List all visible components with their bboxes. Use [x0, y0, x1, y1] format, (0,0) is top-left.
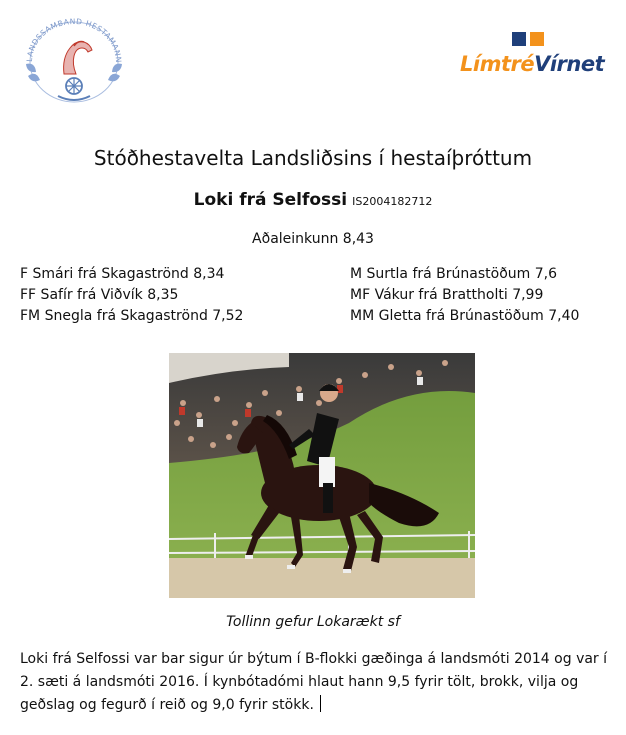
- horse-heading: [0, 190, 626, 210]
- pedigree-entry: F Smári frá Skagaströnd 8,34: [20, 266, 225, 282]
- description-text: Loki frá Selfossi var bar sigur úr býtum í B-flokki gæðinga á landsmóti 2014 og var í 2. sæti á landsmóti 2016. Í kynbótadómi hlaut hann 9,5 fyrir tölt, brokk, vilja og geðslag og fegurð í reið og 9,0 fyrir stökk.: [20, 651, 608, 713]
- horse-name: Loki frá Selfossi: [193, 190, 348, 210]
- logo-wordmark: [460, 52, 604, 76]
- description-paragraph[interactable]: [20, 648, 610, 717]
- photo-caption: Tollinn gefur Lokarækt sf: [226, 614, 400, 630]
- pedigree-dam-side: [350, 264, 579, 327]
- pedigree-entry: FM Snegla frá Skagaströnd 7,52: [20, 308, 244, 324]
- logo-square-orange: [530, 32, 544, 46]
- pedigree-entry: MF Vákur frá Brattholti 7,99: [350, 287, 544, 303]
- pedigree-entry: M Surtla frá Brúnastöðum 7,6: [350, 266, 557, 282]
- overall-score: Aðaleinkunn 8,43: [252, 231, 374, 247]
- horse-id: IS2004182712: [352, 195, 433, 208]
- page-title: Stóðhestavelta Landsliðsins í hestaíþróttum: [93, 146, 533, 170]
- logo-ring-text: LANDSSAMBAND HESTAMANN: [24, 16, 124, 64]
- pedigree-entry: FF Safír frá Viðvík 8,35: [20, 287, 179, 303]
- lh-logo: [18, 16, 130, 104]
- logo-word-b: Vírnet: [534, 52, 605, 76]
- logo-square-blue: [512, 32, 526, 46]
- pedigree-sire-side: [20, 264, 243, 327]
- pedigree-entry: MM Gletta frá Brúnastöðum 7,40: [350, 308, 580, 324]
- limtre-virnet-logo: [460, 30, 605, 82]
- text-cursor: [320, 695, 321, 712]
- logo-word-a: Límtré: [460, 52, 535, 76]
- horse-photo: [169, 353, 475, 598]
